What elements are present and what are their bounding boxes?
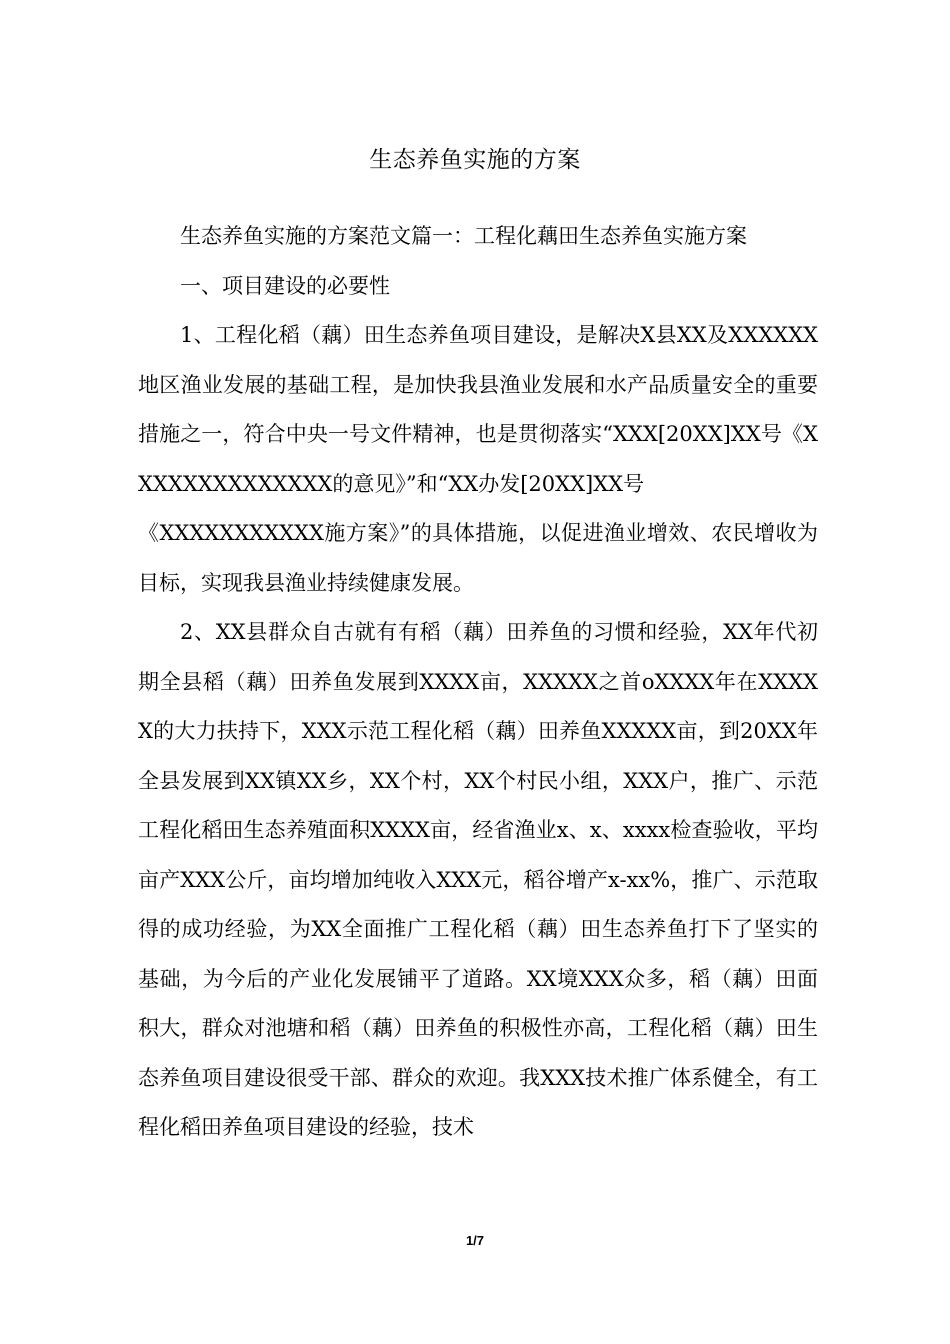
section-heading: 一、项目建设的必要性: [180, 273, 390, 298]
subtitle-paragraph: 生态养鱼实施的方案范文篇一：工程化藕田生态养鱼实施方案: [180, 224, 747, 248]
document-title: 生态养鱼实施的方案: [369, 147, 581, 173]
paragraph-1-continued: 《XXXXXXXXXXX施方案》”的具体措施，以促进渔业增效、农民增收为目标，实现我县渔业持续健康发展。: [138, 521, 818, 595]
paragraph-1: 1、工程化稻（藕）田生态养鱼项目建设，是解决X县XX及XXXXXX地区渔业发展的基础工程，是加快我县渔业发展和水产品质量安全的重要措施之一，符合中央一号文件精神，也是贯彻落实“XXX[20XX]XX号《XXXXXXXXXXXXXX的意见》”和“XX办发[20XX]XX号: [138, 323, 818, 496]
paragraph-2: 2、XX县群众自古就有有稻（藕）田养鱼的习惯和经验，XX年代初期全县稻（藕）田养鱼发展到XXXX亩，XXXXX之首oXXXX年在XXXXX的大力扶持下，XXX示范工程化稻（藕）田养鱼XXXXX亩，到20XX年全县发展到XX镇XX乡，XX个村，XX个村民小组，XXX户，推广、示范工程化稻田生态养殖面积XXXX亩，经省渔业x、x、xxxx检查验收，平均亩产XXX公斤，亩均增加纯收入XXX元，稻谷增产x-xx%，推广、示范取得的成功经验，为XX全面推广工程化稻（藕）田生态养鱼打下了坚实的基础，为今后的产业化发展铺平了道路。XX境XXX众多，稻（藕）田面积大，群众对池塘和稻（藕）田养鱼的积极性亦高，工程化稻（藕）田生态养鱼项目建设很受干部、群众的欢迎。我XXX技术推广体系健全，有工程化稻田养鱼项目建设的经验，技术: [138, 620, 818, 1139]
page-number: 1/7: [465, 1233, 485, 1248]
document-body: [138, 212, 818, 1153]
